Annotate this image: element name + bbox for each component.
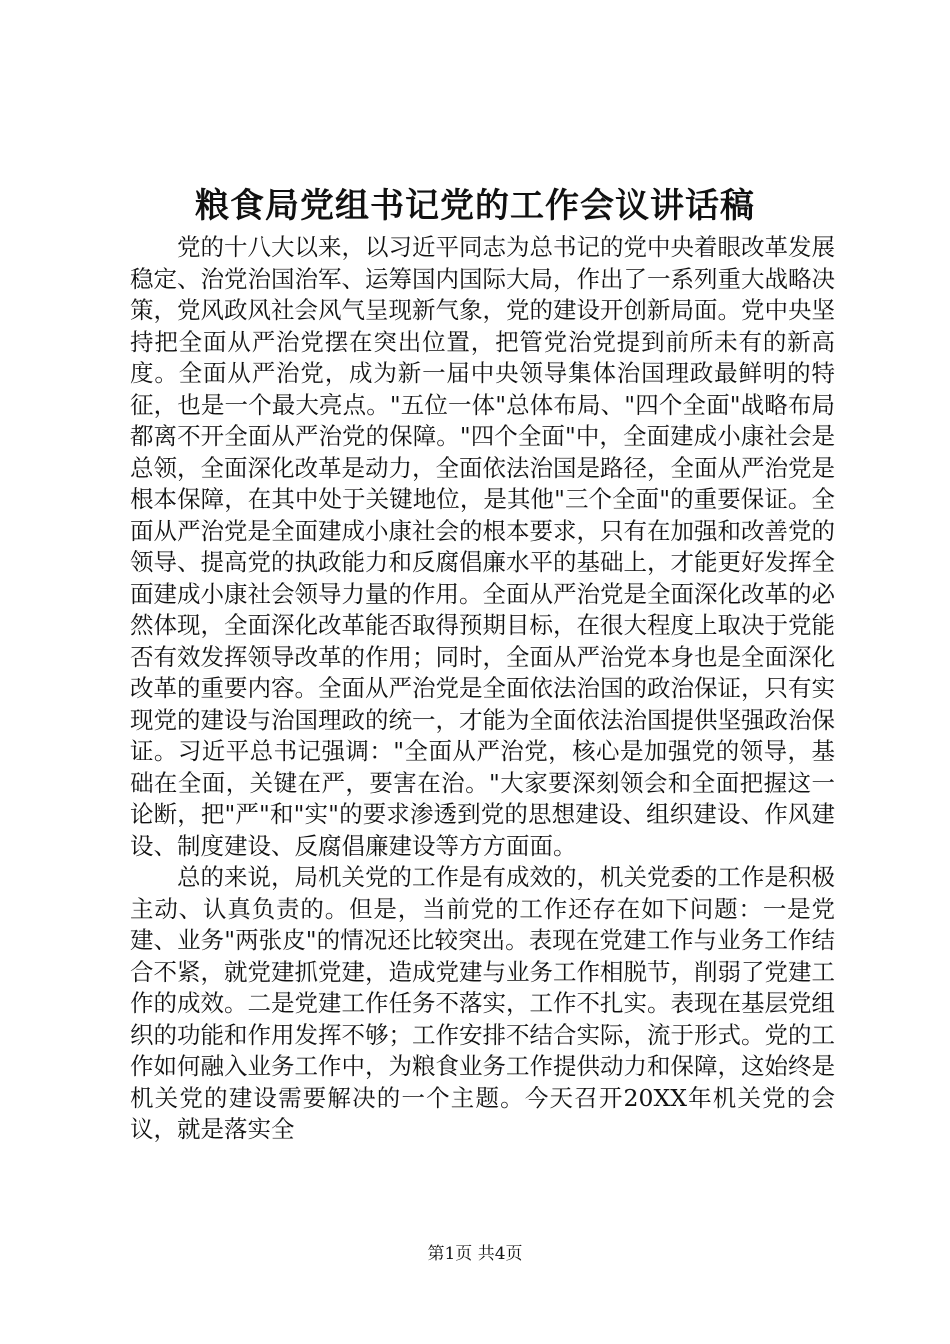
page-number-footer: 第1页 共4页 <box>427 1244 523 1264</box>
document-title: 粮食局党组书记党的工作会议讲话稿 <box>195 186 755 226</box>
body-paragraph: 党的十八大以来，以习近平同志为总书记的党中央着眼改革发展稳定、治党治国治军、运筹国内国际大局，作出了一系列重大战略决策，党风政风社会风气呈现新气象，党的建设开创新局面。党中央坚持把全面从严治党摆在突出位置，把管党治党提到前所未有的新高度。全面从严治党，成为新一届中央领导集体治国理政最鲜明的特征，也是一个最大亮点。"五位一体"总体布局、"四个全面"战略布局都离不开全面从严治党的保障。"四个全面"中，全面建成小康社会是总领，全面深化改革是动力，全面依法治国是路径，全面从严治党是根本保障，在其中处于关键地位，是其他"三个全面"的重要保证。全面从严治党是全面建成小康社会的根本要求，只有在加强和改善党的领导、提高党的执政能力和反腐倡廉水平的基础上，才能更好发挥全面建成小康社会领导力量的作用。全面从严治党是全面深化改革的必然体现，全面深化改革能否取得预期目标，在很大程度上取决于党能否有效发挥领导改革的作用；同时，全面从严治党本身也是全面深化改革的重要内容。全面从严治党是全面依法治国的政治保证，只有实现党的建设与治国理政的统一，才能为全面依法治国提供坚强政治保证。习近平总书记强调："全面从严治党，核心是加强党的领导，基础在全面，关键在严，要害在治。"大家要深刻领会和全面把握这一论断，把"严"和"实"的要求渗透到党的思想建设、组织建设、作风建设、制度建设、反腐倡廉建设等方方面面。 <box>130 233 835 860</box>
body-paragraph: 总的来说，局机关党的工作是有成效的，机关党委的工作是积极主动、认真负责的。但是，当前党的工作还存在如下问题：一是党建、业务"两张皮"的情况还比较突出。表现在党建工作与业务工作结合不紧，就党建抓党建，造成党建与业务工作相脱节，削弱了党建工作的成效。二是党建工作任务不落实，工作不扎实。表现在基层党组织的功能和作用发挥不够；工作安排不结合实际，流于形式。党的工作如何融入业务工作中，为粮食业务工作提供动力和保障，这始终是机关党的建设需要解决的一个主题。今天召开20XX年机关党的会议，就是落实全 <box>130 863 835 1143</box>
document-body <box>130 232 835 1146</box>
